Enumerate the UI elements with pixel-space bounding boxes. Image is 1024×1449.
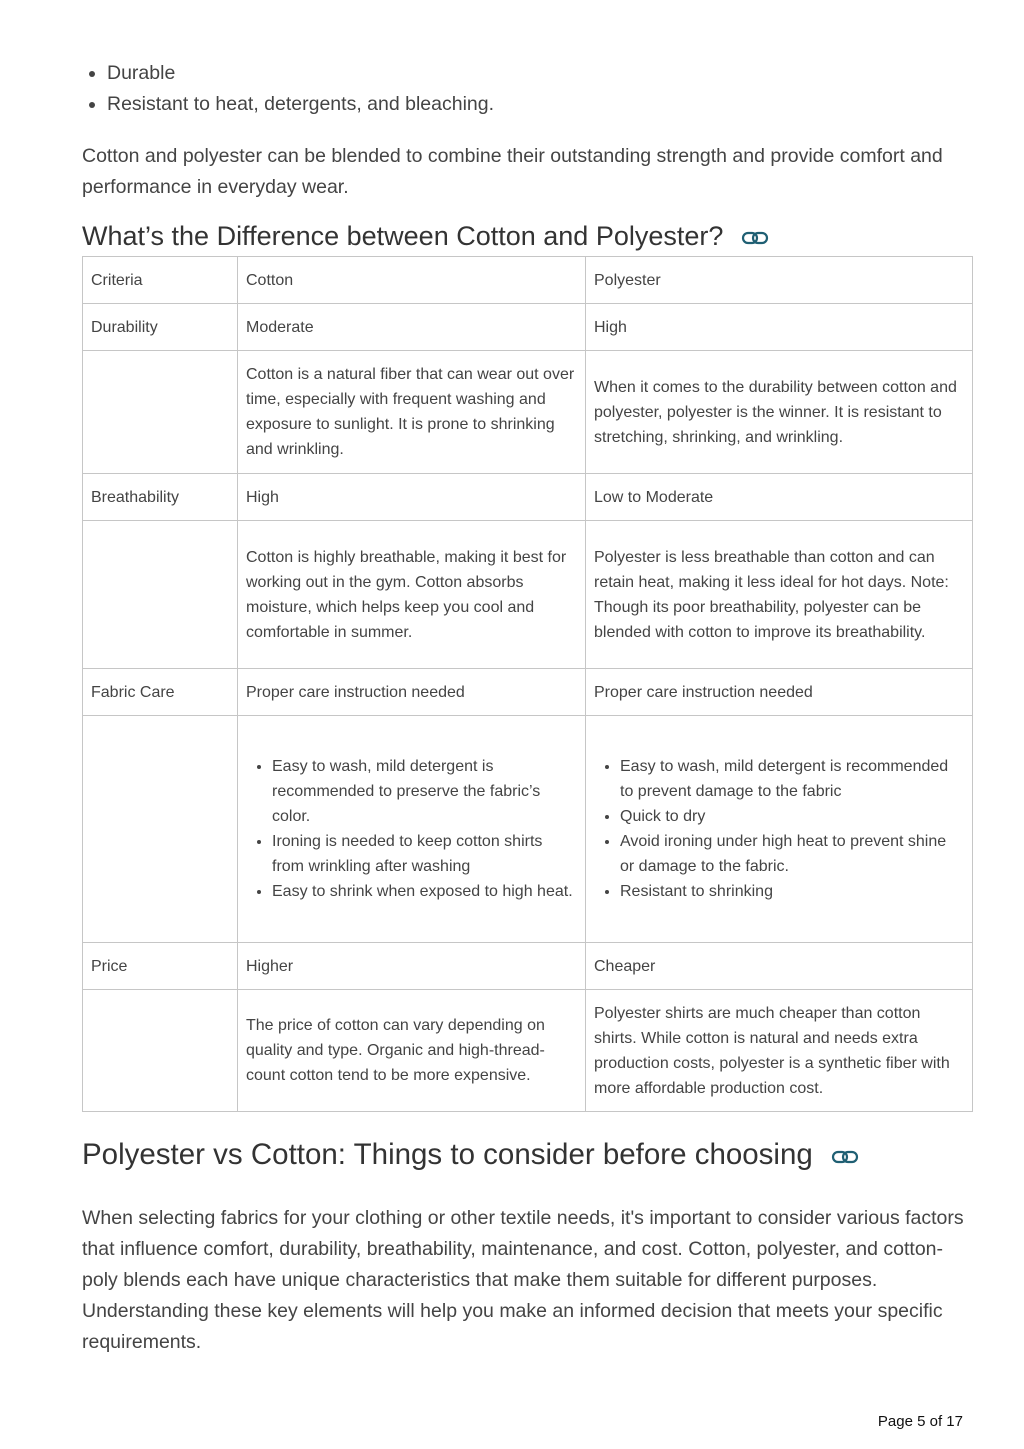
table-row [83,521,973,669]
list-item: • Resistant to shrinking [620,879,964,904]
header-criteria: Criteria [83,257,238,304]
cotton-detail: Cotton is highly breathable, making it best for working out in the gym. Cotton absorbs moisture, which helps keep you cool and comfortable in summer. [238,521,586,669]
cotton-value: Moderate [238,304,586,351]
table-row [83,990,973,1112]
row-label: Fabric Care [83,669,238,716]
row-label: Price [83,943,238,990]
consider-heading [82,1138,859,1173]
empty-cell [83,521,238,669]
consider-paragraph: When selecting fabrics for your clothing or other textile needs, it's important to consider various factors that influence comfort, durability, breathability, maintenance, and cost. Cotton, polyester, and cotton-poly blends each have unique characteristics that make them suitable for different purposes. Understanding these key elements will help you make an informed decision that meets your specific requirements. [82,1207,964,1353]
table-row [83,669,973,716]
difference-heading-text: What’s the Difference between Cotton and Polyester? [82,221,724,251]
table-row [83,474,973,521]
polyester-care-list-cell [586,716,973,943]
empty-cell [83,990,238,1112]
polyester-value: Proper care instruction needed [586,669,973,716]
cotton-care-list-cell [238,716,586,943]
table-row [83,716,973,943]
row-label: Durability [83,304,238,351]
comparison-table [82,256,973,1112]
cotton-detail: Cotton is a natural fiber that can wear out over time, especially with frequent washing and exposure to sunlight. It is prone to shrinking and wrinkling. [238,351,586,474]
row-label: Breathability [83,474,238,521]
list-item: • Easy to wash, mild detergent is recommended to preserve the fabric’s color. [272,754,577,829]
polyester-value: Cheaper [586,943,973,990]
empty-cell [83,716,238,943]
intro-bullet-list [82,58,494,120]
list-item: • Quick to dry [620,804,964,829]
cotton-value: High [238,474,586,521]
cotton-value: Higher [238,943,586,990]
polyester-value: High [586,304,973,351]
link-icon[interactable] [741,222,769,253]
header-polyester: Polyester [586,257,973,304]
link-icon[interactable] [831,1139,859,1173]
table-row [83,351,973,474]
page-number: Page 5 of 17 [877,1413,963,1430]
polyester-detail: When it comes to the durability between cotton and polyester, polyester is the winner. It is resistant to stretching, shrinking, and wrinkling. [586,351,973,474]
list-item: • Ironing is needed to keep cotton shirts from wrinkling after washing [272,829,577,879]
consider-heading-text: Polyester vs Cotton: Things to consider before choosing [82,1138,813,1171]
list-item: • Avoid ironing under high heat to prevent shine or damage to the fabric. [620,829,964,879]
table-header-row [83,257,973,304]
polyester-value: Low to Moderate [586,474,973,521]
empty-cell [83,351,238,474]
table-row [83,304,973,351]
list-item: • Easy to shrink when exposed to high heat. [272,879,577,904]
header-cotton: Cotton [238,257,586,304]
cotton-value: Proper care instruction needed [238,669,586,716]
cotton-care-list [246,754,577,904]
cotton-detail: The price of cotton can vary depending on quality and type. Organic and high-thread-count cotton tend to be more expensive. [238,990,586,1112]
polyester-detail: Polyester shirts are much cheaper than cotton shirts. While cotton is natural and needs extra production costs, polyester is a synthetic fiber with more affordable production cost. [586,990,973,1112]
list-item: • Easy to wash, mild detergent is recommended to prevent damage to the fabric [620,754,964,804]
list-item: • Durable [107,58,494,89]
lead-paragraph: Cotton and polyester can be blended to combine their outstanding strength and provide comfort and performance in everyday wear. [82,145,943,198]
polyester-detail: Polyester is less breathable than cotton and can retain heat, making it less ideal for hot days. Note: Though its poor breathability, polyester can be blended with cotton to improve its breathability. [586,521,973,669]
list-item: • Resistant to heat, detergents, and bleaching. [107,89,494,120]
table-row [83,943,973,990]
difference-heading [82,221,769,253]
polyester-care-list [594,754,964,904]
